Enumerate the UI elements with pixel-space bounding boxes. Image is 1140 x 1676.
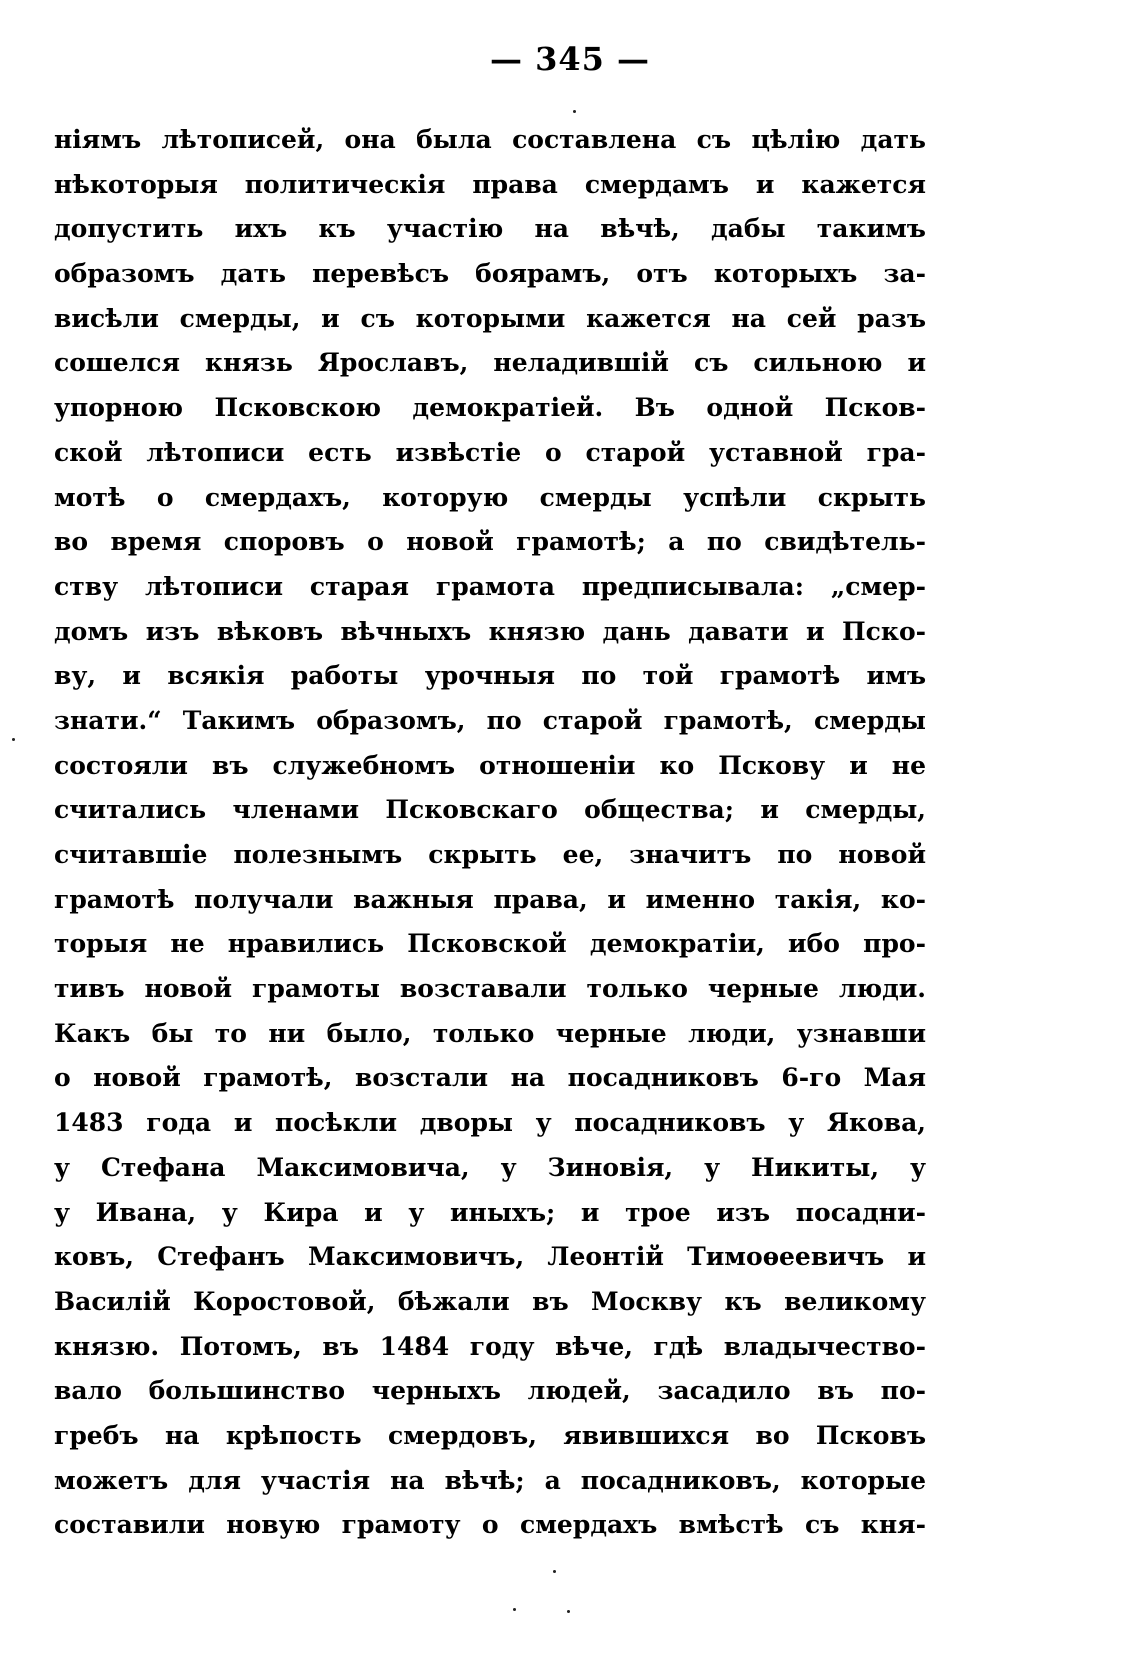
- text-line: допустить ихъ къ участію на вѣчѣ, дабы такимъ: [54, 214, 926, 244]
- text-line: гребъ на крѣпость смердовъ, явившихся во Псковъ: [54, 1420, 926, 1450]
- text-line: ской лѣтописи есть извѣстіе о старой уставной гра-: [54, 437, 926, 467]
- body-text: [54, 118, 926, 1548]
- text-line: висѣли смерды, и съ которыми кажется на сей разъ: [54, 303, 926, 333]
- page-number: — 345 —: [489, 40, 651, 78]
- text-line: тивъ новой грамоты возставали только черные люди.: [54, 974, 926, 1004]
- text-line: Василій Коростовой, бѣжали въ Москву къ великому: [54, 1286, 926, 1316]
- text-line: можетъ для участія на вѣчѣ; а посадниковъ, которые: [54, 1465, 926, 1495]
- text-line: домъ изъ вѣковъ вѣчныхъ князю дань давати и Пско-: [54, 616, 926, 646]
- text-line: образомъ дать перевѣсъ боярамъ, отъ которыхъ за-: [54, 259, 926, 289]
- text-line: нѣкоторыя политическія права смердамъ и кажется: [54, 169, 926, 199]
- scan-speck: [513, 1608, 516, 1611]
- text-line: вало большинство черныхъ людей, засадило въ по-: [54, 1376, 926, 1406]
- text-line: во время споровъ о новой грамотѣ; а по свидѣтель-: [54, 527, 926, 557]
- text-line: грамотѣ получали важныя права, и именно такія, ко-: [54, 884, 926, 914]
- text-line: считались членами Псковскаго общества; и смерды,: [54, 795, 926, 825]
- text-line: у Ивана, у Кира и у иныхъ; и трое изъ посадни-: [54, 1197, 926, 1227]
- text-line: у Стефана Максимовича, у Зиновія, у Никиты, у: [54, 1152, 926, 1182]
- scan-speck: [567, 1610, 570, 1613]
- text-line: 1483 года и посѣкли дворы у посадниковъ у Якова,: [54, 1108, 926, 1138]
- text-line: ву, и всякія работы урочныя по той грамотѣ имъ: [54, 661, 926, 691]
- text-line: князю. Потомъ, въ 1484 году вѣче, гдѣ владычество-: [54, 1331, 926, 1361]
- text-line: состояли въ служебномъ отношеніи ко Пскову и не: [54, 750, 926, 780]
- text-line: знати.“ Такимъ образомъ, по старой грамотѣ, смерды: [54, 705, 926, 735]
- scan-speck: [573, 110, 576, 113]
- text-line: составили новую грамоту о смердахъ вмѣстѣ съ кня-: [54, 1510, 926, 1540]
- text-line: упорною Псковскою демократіей. Въ одной Псков-: [54, 393, 926, 423]
- text-line: ству лѣтописи старая грамота предписывала: „смер-: [54, 571, 926, 601]
- text-line: о новой грамотѣ, возстали на посадниковъ 6-го Мая: [54, 1063, 926, 1093]
- scan-speck: [553, 1570, 556, 1573]
- text-line: сошелся князь Ярославъ, неладившій съ сильною и: [54, 348, 926, 378]
- text-line: Какъ бы то ни было, только черные люди, узнавши: [54, 1018, 926, 1048]
- text-line: ковъ, Стефанъ Максимовичъ, Леонтій Тимоѳеевичъ и: [54, 1242, 926, 1272]
- text-line: считавшіе полезнымъ скрыть ее, значитъ по новой: [54, 840, 926, 869]
- text-line: торыя не нравились Псковской демократіи, ибо про-: [54, 929, 926, 959]
- scan-speck: [12, 738, 15, 741]
- text-line: мотѣ о смердахъ, которую смерды успѣли скрыть: [54, 482, 926, 512]
- text-line: ніямъ лѣтописей, она была составлена съ цѣлію дать: [54, 125, 926, 154]
